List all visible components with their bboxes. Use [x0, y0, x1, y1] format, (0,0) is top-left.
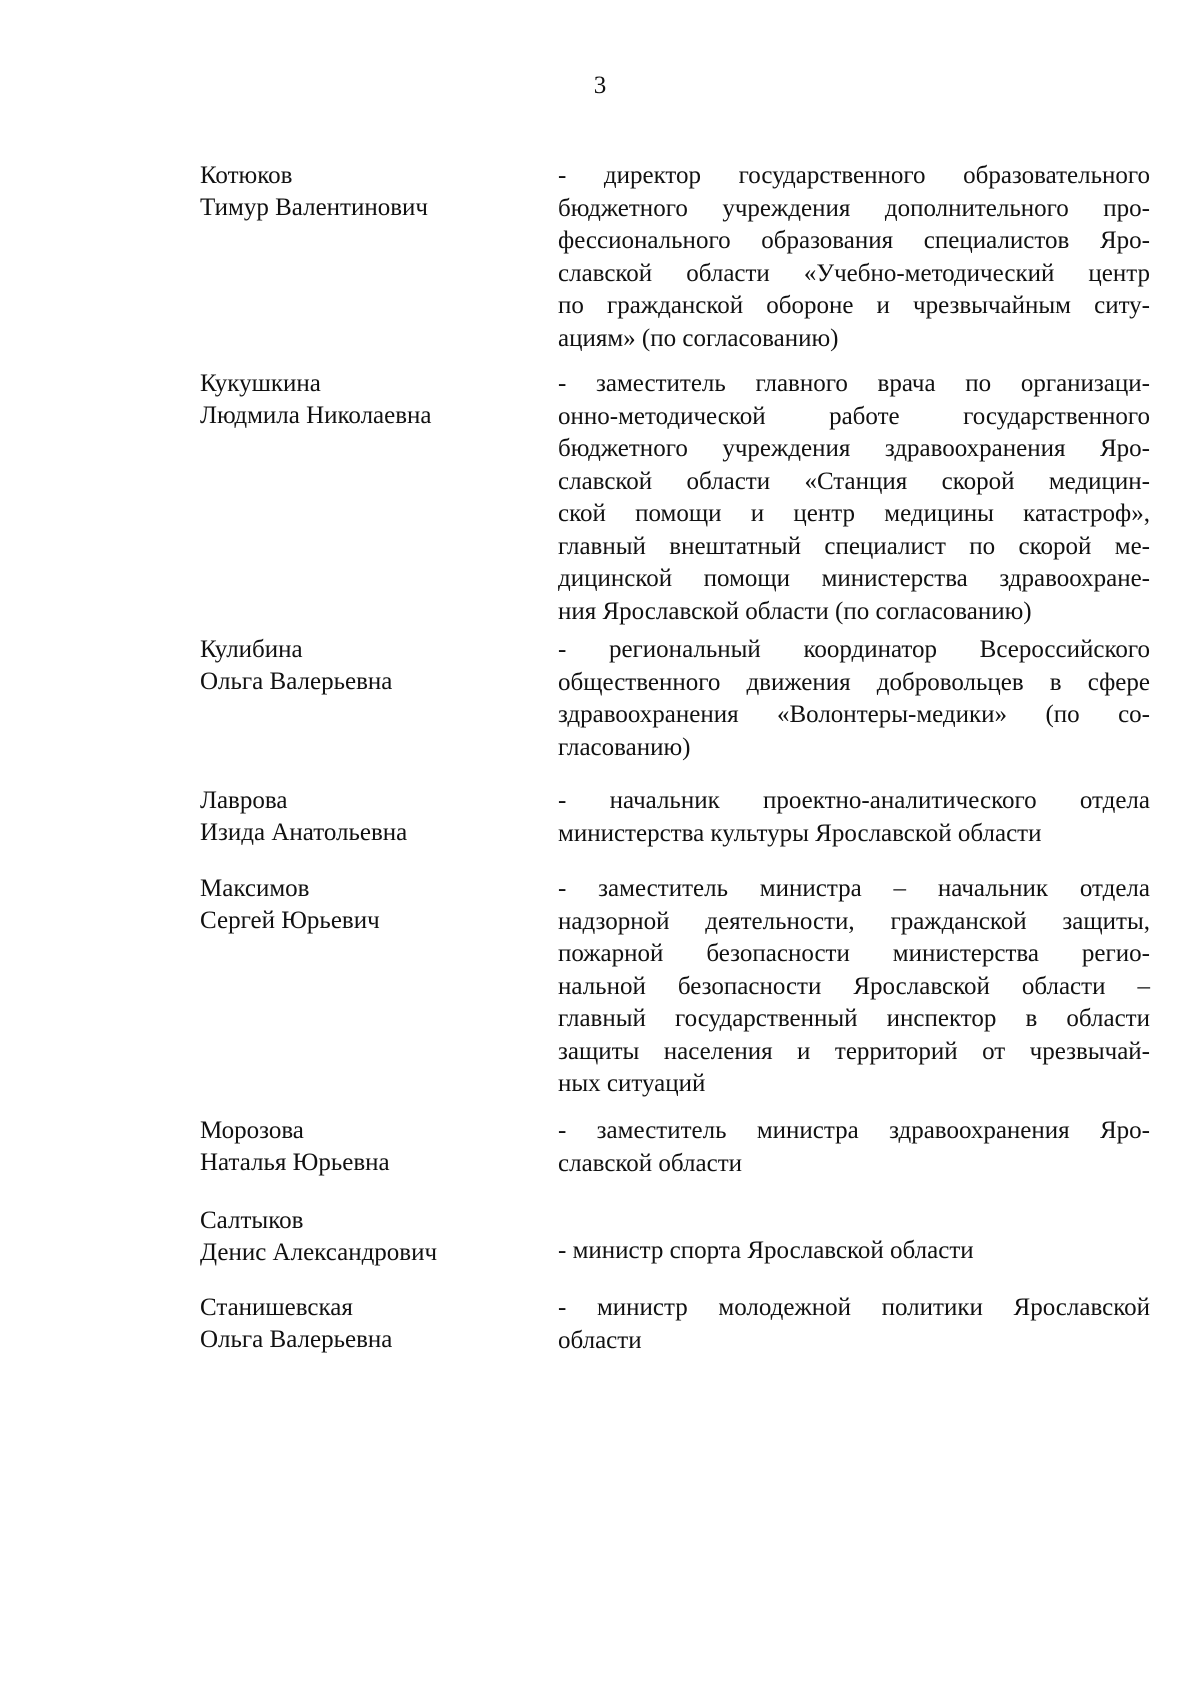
- member-surname: Салтыков: [200, 1207, 304, 1234]
- member-given-names: Ольга Валерьевна: [200, 668, 393, 695]
- position-line: бюджетного учреждения дополнительного про-: [558, 194, 1150, 222]
- position-line: ациям» (по согласованию): [558, 324, 839, 352]
- position-line: славской области: [558, 1149, 742, 1177]
- position-line: фессионального образования специалистов Яро-: [558, 227, 1150, 254]
- member-surname: Максимов: [200, 875, 310, 902]
- position-line: - заместитель главного врача по организаци-: [558, 370, 1150, 397]
- position-line: ской помощи и центр медицины катастроф»,: [558, 500, 1150, 527]
- member-name: [200, 1115, 530, 1179]
- position-line: - начальник проектно-аналитического отдела: [558, 787, 1150, 814]
- member-surname: Кукушкина: [200, 370, 321, 397]
- member-name: [200, 1205, 530, 1269]
- position-line: защиты населения и территорий от чрезвычай-: [558, 1037, 1150, 1065]
- position-line: гласованию): [558, 733, 691, 761]
- position-line: главный государственный инспектор в области: [558, 1005, 1150, 1032]
- member-given-names: Ольга Валерьевна: [200, 1326, 393, 1353]
- member-position: [558, 1292, 1150, 1357]
- member-given-names: Людмила Николаевна: [200, 402, 432, 429]
- position-line: славской области «Станция скорой медицин-: [558, 467, 1150, 495]
- member-surname: Морозова: [200, 1117, 304, 1144]
- position-line: - министр спорта Ярославской области: [558, 1237, 974, 1264]
- member-position: [558, 1115, 1150, 1180]
- position-line: главный внештатный специалист по скорой ме-: [558, 532, 1150, 560]
- member-position: [558, 873, 1150, 1101]
- position-line: надзорной деятельности, гражданской защиты,: [558, 907, 1150, 935]
- member-name: [200, 160, 530, 224]
- member-name: [200, 368, 530, 432]
- member-given-names: Изида Анатольевна: [200, 819, 408, 846]
- position-line: нальной безопасности Ярославской области –: [558, 972, 1150, 1000]
- member-name: [200, 634, 530, 698]
- member-position: [558, 368, 1150, 628]
- member-name: [200, 1292, 530, 1356]
- member-position: [558, 1235, 1150, 1268]
- position-line: - региональный координатор Всероссийского: [558, 636, 1150, 663]
- member-name: [200, 873, 530, 937]
- position-line: - заместитель министра – начальник отдела: [558, 875, 1150, 902]
- position-line: дицинской помощи министерства здравоохране-: [558, 565, 1150, 592]
- position-line: пожарной безопасности министерства регио-: [558, 940, 1150, 967]
- position-line: бюджетного учреждения здравоохранения Яро-: [558, 435, 1150, 462]
- member-given-names: Денис Александрович: [200, 1239, 438, 1266]
- position-line: по гражданской обороне и чрезвычайным ситу-: [558, 292, 1150, 319]
- member-given-names: Наталья Юрьевна: [200, 1149, 390, 1176]
- position-line: министерства культуры Ярославской области: [558, 819, 1042, 847]
- member-position: [558, 634, 1150, 764]
- member-given-names: Сергей Юрьевич: [200, 907, 380, 934]
- member-name: [200, 785, 530, 849]
- position-line: ния Ярославской области (по согласованию): [558, 597, 1032, 625]
- position-line: ных ситуаций: [558, 1070, 706, 1097]
- member-surname: Кулибина: [200, 636, 303, 663]
- page-number: 3: [593, 72, 607, 99]
- position-line: - министр молодежной политики Ярославской: [558, 1294, 1150, 1321]
- position-line: - заместитель министра здравоохранения Яро-: [558, 1117, 1150, 1144]
- member-position: [558, 785, 1150, 850]
- position-line: общественного движения добровольцев в сфере: [558, 668, 1150, 696]
- position-line: здравоохранения «Волонтеры-медики» (по со-: [558, 701, 1150, 728]
- position-line: онно-методической работе государственного: [558, 402, 1150, 430]
- position-line: области: [558, 1326, 642, 1354]
- member-surname: Станишевская: [200, 1294, 353, 1321]
- member-position: [558, 160, 1150, 355]
- position-line: - директор государственного образовательного: [558, 162, 1150, 189]
- member-surname: Лаврова: [200, 787, 288, 814]
- member-surname: Котюков: [200, 162, 293, 189]
- position-line: славской области «Учебно-методический центр: [558, 259, 1150, 287]
- member-given-names: Тимур Валентинович: [200, 194, 428, 221]
